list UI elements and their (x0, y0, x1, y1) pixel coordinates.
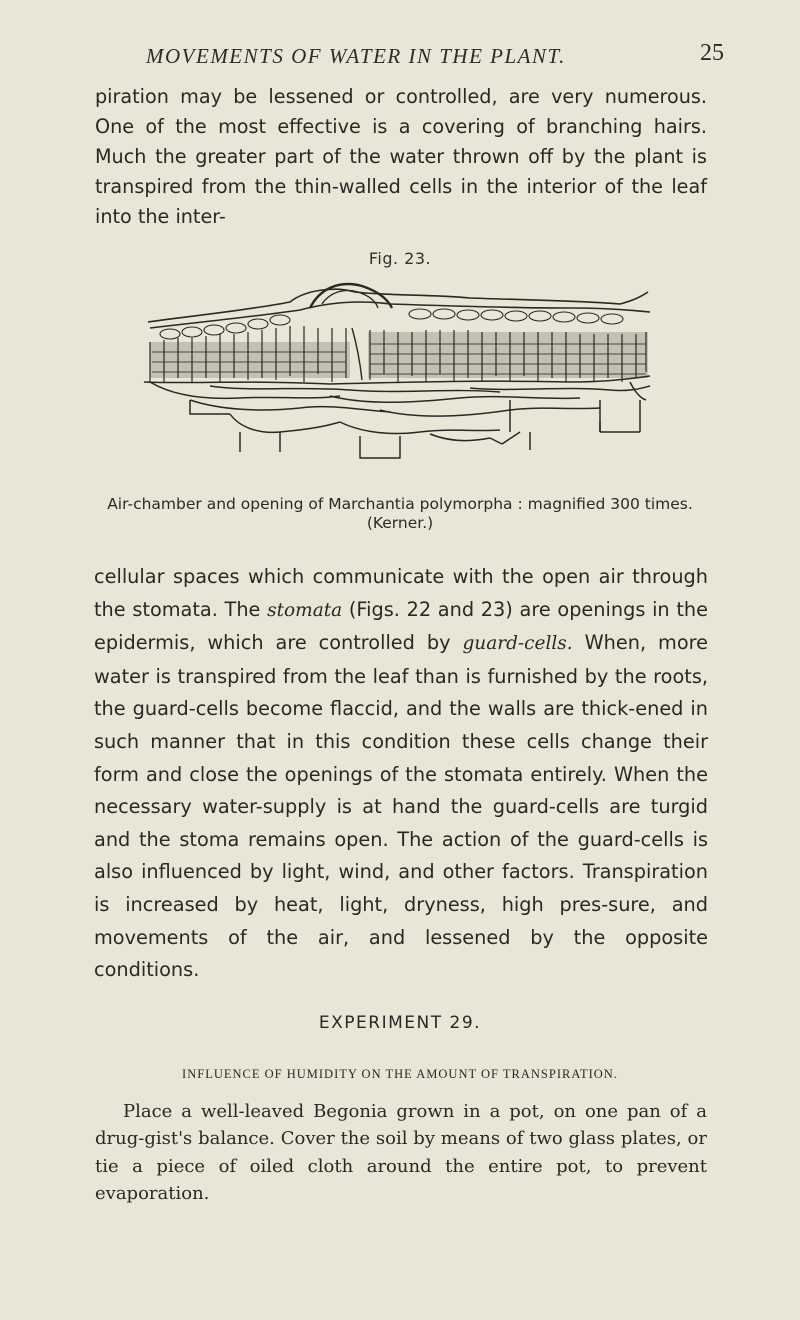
figure-caption-line2: (Kerner.) (366, 514, 434, 532)
paragraph-top: piration may be lessened or controlled, are very numerous. One of the most effective is a covering of branching hairs. Much the greater part of the water thrown off by the plant is transpired from the thin-walled cells in the interior of the leaf into the inter- (95, 85, 707, 228)
experiment-body: Place a well-leaved Begonia grown in a pot, on one pan of a drug-gist's balance. Cover the soil by means of two glass plates, or tie a piece of oiled cloth around the entire pot, to prevent evaporation. (95, 1101, 707, 1204)
figure-illustration (130, 282, 670, 482)
term-guard-cells: guard-cells. (462, 633, 573, 655)
figure-label: Fig. 23. (368, 249, 432, 268)
para-main-part3: When, more water is transpired from the leaf than is furnished by the roots, the guard-cells become flaccid, and the walls are thick-ened in such manner that in this condition these cells change their form and close the openings of the stomata entirely. When the necessary water-supply is at hand the guard-cells are turgid and the stoma remains open. The action of the guard-cells is also influenced by light, wind, and other factors. Transpiration is increased by heat, light, dryness, high pres-sure, and movements of the air, and lessened by the opposite conditions. (94, 631, 708, 982)
paragraph-main (94, 561, 708, 987)
experiment-subtitle: INFLUENCE OF HUMIDITY ON THE AMOUNT OF TRANSPIRATION. (182, 1067, 618, 1081)
para-main-part1: cellular spaces which communicate with the open air through the stomata. The (94, 565, 708, 621)
experiment-title: EXPERIMENT 29. (318, 1013, 482, 1033)
figure-caption (80, 495, 720, 533)
marchantia-air-chamber-illustration (130, 282, 670, 482)
para-main-part2: (Figs. 22 and 23) are openings in the epidermis, which are controlled by (94, 597, 708, 655)
term-stomata: stomata (267, 599, 343, 621)
page-header (0, 40, 800, 84)
running-head: MOVEMENTS OF WATER IN THE PLANT. (146, 44, 566, 68)
figure-caption-line1: Air-chamber and opening of Marchantia polymorpha : magnified 300 times. (107, 495, 693, 513)
page-number: 25 (700, 40, 724, 66)
